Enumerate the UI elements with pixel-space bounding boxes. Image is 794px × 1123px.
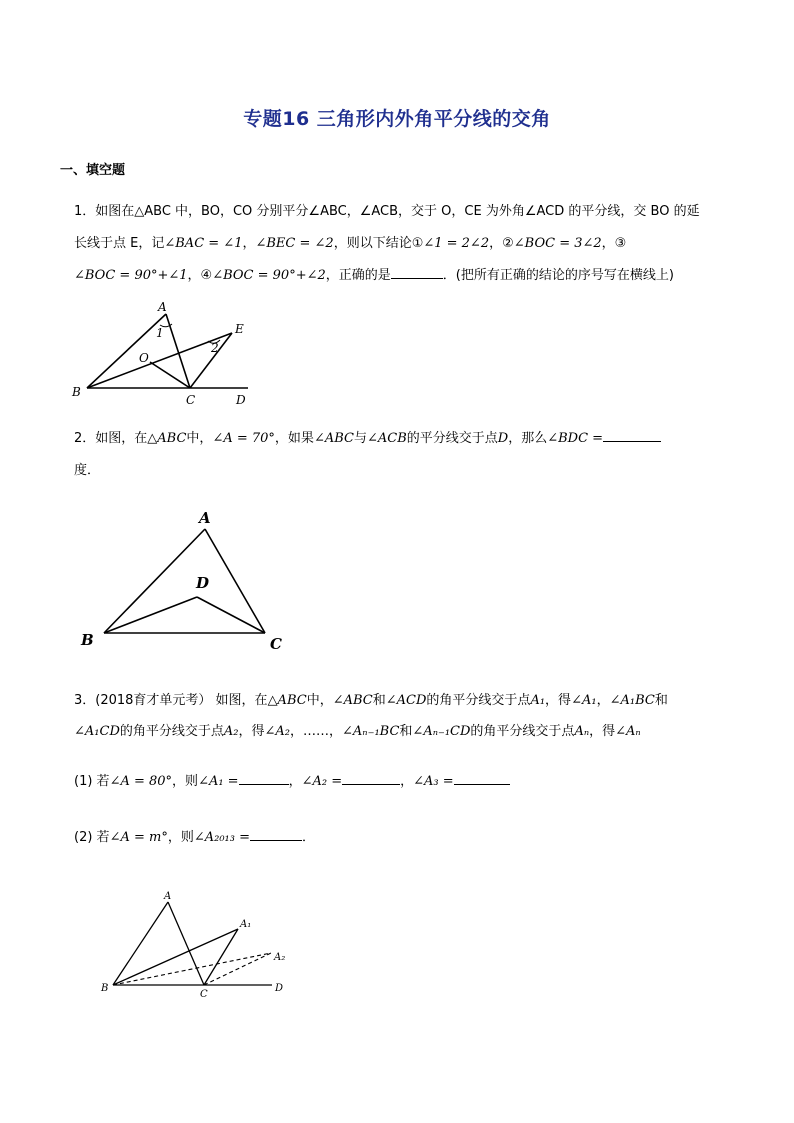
- q3-line1: [74, 689, 668, 708]
- q3-math: ∠Aₙ₋₁BC: [342, 724, 400, 739]
- q3-text: ，得: [545, 693, 572, 708]
- q2-math: ∠BDC =: [547, 431, 604, 446]
- q1-math: ∠BAC = ∠1: [164, 236, 243, 251]
- q1-math: ∠BEC = ∠2: [255, 236, 334, 251]
- q3-math: A₁: [530, 693, 546, 708]
- side-ab: [104, 529, 205, 633]
- q1-text: ．(把所有正确的结论的序号写在横线上): [442, 268, 674, 283]
- q2-math: ∠ACB: [366, 431, 407, 446]
- point-label-c: C: [200, 989, 208, 1000]
- q3-text: ，则: [172, 774, 199, 789]
- q3-math: ∠A₁: [571, 693, 597, 708]
- q1-math: ∠1 = 2∠2: [423, 236, 490, 251]
- point-label-d: D: [196, 574, 210, 592]
- q2-text: ，如果: [274, 431, 314, 446]
- answer-blank: [342, 772, 400, 785]
- q3-text: 中，: [306, 693, 333, 708]
- q3-text: 的角平分线交于点: [119, 724, 224, 739]
- q3-text: ，: [596, 693, 610, 708]
- q3-text: 的角平分线交于点: [470, 724, 575, 739]
- q3-math: ∠A₃ =: [413, 774, 454, 789]
- q1-math: ∠BOC = 90°+∠1: [74, 268, 188, 283]
- q3-math: ∠A₂: [264, 724, 291, 739]
- q2-text: 中，: [186, 431, 213, 446]
- point-label-d: D: [236, 393, 246, 407]
- q1-math: ∠BOC = 90°+∠2: [212, 268, 326, 283]
- point-label-a2: A₂: [274, 952, 286, 963]
- q2-line2: 度．: [74, 463, 101, 478]
- angle-label-1: 1: [156, 326, 164, 340]
- q2-text: 与: [353, 431, 367, 446]
- point-label-c: C: [270, 635, 282, 653]
- q3-text: ，: [400, 774, 414, 789]
- q3-sub2: [74, 826, 315, 845]
- q2-text: 2．如图，在: [74, 431, 148, 446]
- q3-text: ，……，: [290, 724, 343, 739]
- q3-math: Aₙ: [574, 724, 590, 739]
- q3-text: 和: [654, 693, 668, 708]
- q3-text: ，: [288, 774, 302, 789]
- q2-line1: [74, 427, 661, 446]
- q3-sub1: [74, 770, 510, 789]
- line-bd: [104, 597, 197, 633]
- point-label-d: D: [275, 983, 284, 994]
- q2-math: ∠A = 70°: [212, 431, 275, 446]
- q3-math: ∠ABC: [332, 693, 373, 708]
- section-heading: 一、填空题: [60, 163, 126, 178]
- q1-text: ，③: [601, 236, 627, 251]
- q3-math: ∠A₁ =: [198, 774, 239, 789]
- point-label-o: O: [139, 351, 149, 365]
- q2-text: ，那么: [508, 431, 548, 446]
- q3-text: ．: [302, 830, 316, 845]
- q1-line1: 1．如图在△ABC 中，BO，CO 分别平分∠ABC，∠ACB，交于 O，CE 为外角∠ACD 的平分线，交 BO 的延: [74, 204, 700, 219]
- q3-math: ∠A = m°: [109, 830, 168, 845]
- q3-math: ∠Aₙ: [615, 724, 641, 739]
- q3-text: ，得: [589, 724, 616, 739]
- q1-text: ，: [242, 236, 256, 251]
- q1-text: 长线于点 E，记: [74, 236, 165, 251]
- point-label-e: E: [235, 322, 244, 336]
- q1-text: ，正确的是: [325, 268, 391, 283]
- point-label-a1: A₁: [240, 919, 252, 930]
- q1-text: ，则以下结论①: [333, 236, 424, 251]
- q3-text: (2) 若: [74, 830, 110, 845]
- q3-text: 的角平分线交于点: [426, 693, 531, 708]
- q3-math: ∠A₁CD: [74, 724, 120, 739]
- q2-math: D: [497, 431, 509, 446]
- q1-text: ，④: [187, 268, 213, 283]
- answer-blank: [454, 772, 510, 785]
- point-label-a: A: [164, 891, 172, 902]
- q3-math: ∠ACD: [385, 693, 427, 708]
- line-oc: [150, 362, 190, 388]
- q3-text: 和: [399, 724, 413, 739]
- q3-text: (1) 若: [74, 774, 110, 789]
- q3-math: ∠A = 80°: [109, 774, 173, 789]
- answer-blank: [603, 429, 661, 442]
- q2-math: △ABC: [147, 431, 187, 446]
- point-label-b: B: [72, 385, 81, 399]
- q1-text: ，②: [489, 236, 514, 251]
- side-ab: [87, 314, 166, 388]
- point-label-a: A: [199, 509, 211, 527]
- side-ac: [168, 902, 204, 985]
- answer-blank: [250, 828, 302, 841]
- q3-text: 3．(2018育才单元考） 如图，在: [74, 693, 268, 708]
- q3-math: A₂: [223, 724, 239, 739]
- q3-math: ∠A₂₀₁₃ =: [193, 830, 250, 845]
- q3-math: △ABC: [267, 693, 307, 708]
- q3-text: ，得: [238, 724, 265, 739]
- point-label-c: C: [186, 393, 196, 407]
- q3-math: ∠Aₙ₋₁CD: [412, 724, 471, 739]
- q3-math: ∠A₂ =: [301, 774, 343, 789]
- q3-line2: [74, 720, 641, 739]
- point-label-b: B: [81, 631, 94, 649]
- q3-math: ∠A₁BC: [609, 693, 655, 708]
- answer-blank: [239, 772, 289, 785]
- point-label-a: A: [158, 300, 167, 314]
- q3-text: ，则: [167, 830, 194, 845]
- point-label-b: B: [101, 983, 109, 994]
- q2-math: ∠ABC: [313, 431, 354, 446]
- q3-text: 和: [372, 693, 386, 708]
- q2-text: 的平分线交于点: [406, 431, 498, 446]
- line-ca1: [204, 929, 238, 985]
- q1-math: ∠BOC = 3∠2: [513, 236, 602, 251]
- page-title: 专题16 三角形内外角平分线的交角: [243, 108, 551, 130]
- angle-label-2: 2: [211, 341, 219, 355]
